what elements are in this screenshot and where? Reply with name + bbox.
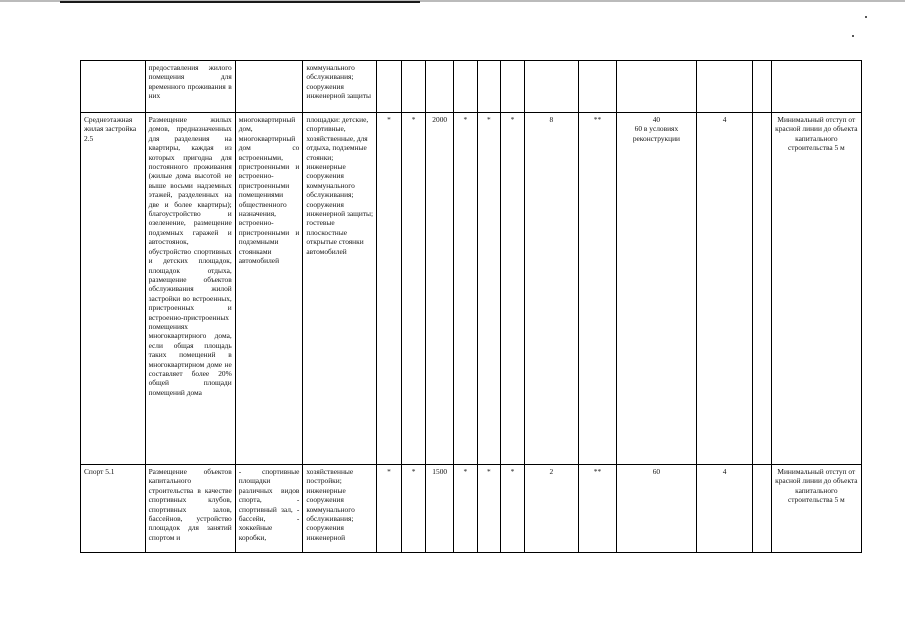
cell-main-use: предоставления жилого помещения для временного проживания в них [145,61,235,113]
cell-param: 2 [524,465,578,553]
cell-param [501,61,525,113]
cell-param: ** [579,113,617,465]
scan-speck [865,16,867,18]
table-row [81,465,862,553]
cell-auxiliary-use: хозяйственные постройки; инженерные сооружения коммунального обслуживания; сооружения инженерной [303,465,377,553]
cell-param [377,61,402,113]
cell-param: * [401,465,426,553]
cell-auxiliary-use: коммунального обслуживания; сооружения инженерной защиты [303,61,377,113]
cell-param: * [501,465,525,553]
cell-param [696,61,752,113]
cell-param [524,61,578,113]
cell-param [454,61,478,113]
cell-param: 2000 [426,113,454,465]
cell-param [753,465,771,553]
cell-land-use-name [81,61,146,113]
cell-conditional-use: многоквартирный дом, многоквартирный дом со встроенными, пристроенными и встроенно-пристроенными помещениями общественного назначения, встроенно-пристроенными и подземными стоянками автомобилей [235,113,303,465]
cell-param: ** [579,465,617,553]
cell-param: 40 60 в условиях реконструкции [616,113,696,465]
zoning-regulations-table [80,60,862,553]
cell-param: * [454,465,478,553]
cell-param [753,61,771,113]
cell-param: 4 [696,113,752,465]
cell-param: * [477,465,501,553]
cell-conditional-use: - спортивные площадки различных видов спорта, - спортивный зал, - бассейн, - хоккейные коробки, [235,465,303,553]
cell-conditional-use [235,61,303,113]
scan-speck [852,35,854,37]
cell-param [477,61,501,113]
cell-param [426,61,454,113]
cell-land-use-name: Спорт 5.1 [81,465,146,553]
cell-auxiliary-use: площадки: детские, спортивные, хозяйственные, для отдыха, подземные стоянки; инженерные сооружения коммунального обслуживания; сооружения инженерной защиты; гостевые плоскостные открытые стоянки автомобилей [303,113,377,465]
cell-param: 1500 [426,465,454,553]
cell-param: * [454,113,478,465]
cell-param [616,61,696,113]
cell-param: * [401,113,426,465]
cell-main-use: Размещение объектов капитального строительства в качестве спортивных клубов, спортивных залов, бассейнов, устройство площадок для занятий спортом и [145,465,235,553]
cell-param [401,61,426,113]
cell-land-use-name: Среднеэтажная жилая застройка 2.5 [81,113,146,465]
table-row [81,61,862,113]
cell-note: Минимальный отступ от красной линии до объекта капитального строительства 5 м [771,465,861,553]
scan-top-rule-dark [60,1,420,3]
cell-note [771,61,861,113]
cell-param: 60 [616,465,696,553]
cell-param: * [477,113,501,465]
cell-param: * [501,113,525,465]
cell-param: * [377,113,402,465]
cell-param: * [377,465,402,553]
cell-main-use: Размещение жилых домов, предназначенных для разделения на квартиры, каждая из которых пригодна для постоянного проживания (жилые дома высотой не выше восьми надземных этажей, разделенных на две и более квартиры); благоустройство и озеленение, размещение подземных гаражей и автостоянок, обустройство спортивных и детских площадок, площадок отдыха, размещение объектов обслуживания жилой застройки во встроенных, пристроенных и встроенно-пристроенных помещениях многоквартирного дома, если общая площадь таких помещений в многоквартирном доме не составляет более 20% общей площади помещений дома [145,113,235,465]
cell-note: Минимальный отступ от красной линии до объекта капитального строительства 5 м [771,113,861,465]
cell-param [579,61,617,113]
cell-param: 8 [524,113,578,465]
cell-param: 4 [696,465,752,553]
table-row [81,113,862,465]
cell-param [753,113,771,465]
